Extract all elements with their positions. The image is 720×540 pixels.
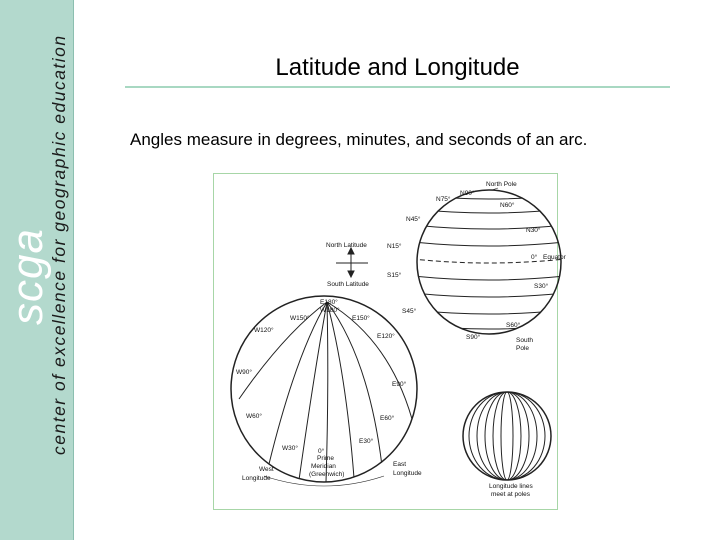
label-n60: N60° [500,202,515,209]
label-south-pole-line2: Pole [516,345,530,352]
label-w30: W30° [282,445,298,452]
label-n30: N30° [526,227,541,234]
label-east-line1: East [393,461,407,468]
slide-subtitle: Angles measure in degrees, minutes, and seconds of an arc. [130,130,588,149]
label-east-line2: Longitude [393,470,422,477]
label-w90: W90° [236,369,252,376]
label-e90: E90° [392,381,407,388]
label-w180: W180° [320,307,340,314]
label-n15: N15° [387,243,402,250]
label-n45: N45° [406,216,421,223]
label-e150: E150° [352,315,370,322]
label-s30: S30° [534,283,549,290]
sidebar [0,0,74,540]
label-south-latitude: South Latitude [327,281,369,288]
sidebar-tagline: center of excellence for geographic education [49,34,69,455]
label-e120: E120° [377,333,395,340]
label-w60: W60° [246,413,262,420]
label-w120: W120° [254,327,274,334]
label-e60: E60° [380,415,395,422]
label-prime-line2: Meridian [311,463,336,470]
small-longitude-globe [463,392,551,480]
label-zero-meridian: 0° [318,448,325,455]
label-west-line1: West [259,466,274,473]
diagram-svg [214,174,566,509]
label-w150: W150° [290,315,310,322]
label-equator-zero: 0° [531,254,538,261]
title-divider [125,86,670,88]
label-n75: N75° [436,196,451,203]
label-s60: S60° [506,322,521,329]
scga-logo: scga [3,228,52,325]
label-south-pole-line1: South [516,337,533,344]
label-west-line2: Longitude [242,475,271,482]
label-e180: E180° [320,299,338,306]
label-prime-line1: Prime [317,455,334,462]
label-s90: S90° [466,334,481,341]
small-globe-caption-line2: meet at poles [491,491,531,498]
label-s15: S15° [387,272,402,279]
label-prime-line3: (Greenwich) [309,471,345,478]
label-n90: N90° [460,190,475,197]
latitude-globe [404,190,574,334]
label-north-pole: North Pole [486,181,517,188]
latitude-longitude-diagram [213,173,566,510]
label-north-latitude: North Latitude [326,242,367,249]
page-title: Latitude and Longitude [275,54,520,81]
label-s45: S45° [402,308,417,315]
latitude-direction-cross [336,248,368,277]
label-equator: Equator [543,254,566,261]
sidebar-branding [0,0,73,540]
small-globe-caption-line1: Longitude lines [489,483,533,490]
label-e30: E30° [359,438,374,445]
